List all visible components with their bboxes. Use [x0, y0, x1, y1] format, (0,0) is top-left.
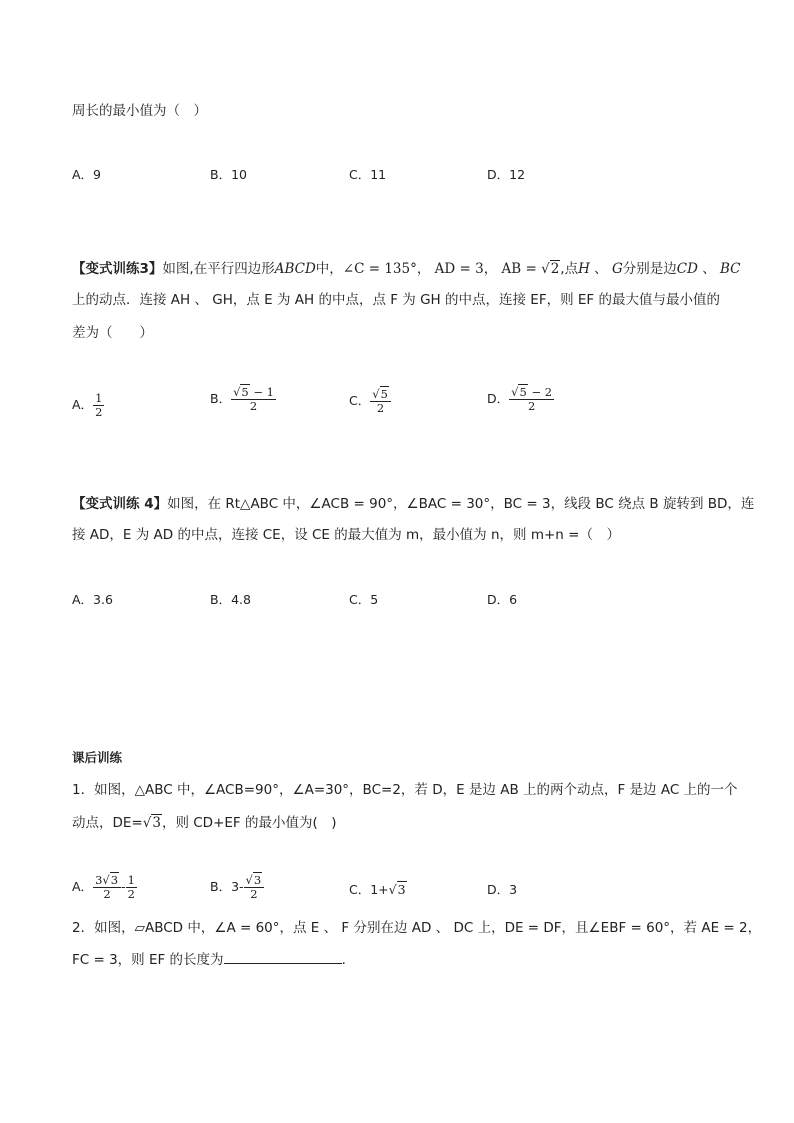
q3-sep1: 、: [594, 261, 608, 277]
q4-label: 【变式训练 4】: [72, 496, 168, 512]
hw-p1-text-b: ，则 CD+EF 的最小值为( ): [161, 815, 337, 831]
hw-p1-option-a-minus: -: [121, 879, 126, 894]
q3-bc: BC: [720, 261, 741, 277]
q3-line1: 【变式训练3】如图,在平行四边形ABCD中，∠C = 135°， AD = 3， AB = √2,点H 、 G分别是边CD 、 BC: [72, 261, 741, 277]
q3-option-d: [487, 386, 554, 413]
q4-option-d: D．6: [487, 592, 518, 607]
q3-option-b: [210, 386, 276, 413]
q3-option-d-frac: $\frac{√5 - 2}{2}$: [511, 385, 553, 413]
hw-p1-text-a: 动点，DE=: [72, 815, 143, 831]
q3-text-a: 如图,在平行四边形: [162, 261, 275, 277]
hw-p1-option-a: [72, 874, 137, 901]
hw-p2-text-b: ．: [341, 952, 356, 968]
q3-line2: 上的动点．连接 AH 、 GH，点 E 为 AH 的中点，点 F 为 GH 的中点，连接 EF，则 EF 的最大值与最小值的: [72, 292, 720, 308]
q3-label: 【变式训练3】: [72, 261, 163, 277]
hw-p1-option-a-label: A．: [72, 879, 94, 894]
q0-option-c: C．11: [349, 167, 387, 182]
q3-abcd: ABCD: [274, 261, 316, 277]
hw-p2-line1: 2．如图，▱ABCD 中，∠A = 60°，点 E 、 F 分别在边 AD 、 DC 上，DE = DF，且∠EBF = 60°，若 AE = 2，: [72, 920, 762, 936]
hw-p1-option-c: [349, 880, 407, 900]
q3-text-c: ,点: [560, 261, 579, 277]
hw-p1-option-d: D．3: [487, 882, 518, 897]
q4-line1: [72, 494, 754, 514]
q0-stem: 周长的最小值为（ ）: [72, 103, 207, 119]
hw-p1-sqrt: √3: [142, 815, 161, 831]
q3-g: G: [611, 261, 623, 277]
hw-p2-line2: [72, 949, 355, 970]
q3-ad: AD = 3: [434, 261, 484, 277]
q4-option-a: A．3.6: [72, 592, 113, 607]
q4-text1: 如图，在 Rt△ABC 中，∠ACB = 90°，∠BAC = 30°，BC = 3，线段 BC 绕点 B 旋转到 BD，连: [167, 496, 755, 512]
q0-option-d: D．12: [487, 167, 526, 182]
hw-p2-text-a: FC = 3，则 EF 的长度为: [72, 952, 224, 968]
q3-text-b: 中，: [315, 261, 343, 277]
q0-option-b: B．10: [210, 167, 247, 182]
hw-p1-option-b-frac: $\frac{√3}{2}$: [244, 874, 265, 901]
hw-p1-option-b-label: B．3-: [210, 879, 244, 894]
hw-p1-option-c-sqrt: √3: [388, 882, 406, 897]
q3-option-c-frac: $\frac{√5}{2}$: [370, 388, 391, 415]
hw-p1-option-a-frac1: $\frac{3√3}{2}$: [93, 874, 121, 901]
q3-sep2: 、: [702, 261, 716, 277]
q3-option-c-label: C．: [349, 393, 371, 408]
hw-p1-option-b: [210, 874, 264, 901]
hw-p1-option-c-label: C．1+: [349, 882, 389, 897]
q4-option-c: C．5: [349, 592, 379, 607]
q3-ab: AB =: [501, 261, 537, 277]
q3-option-d-label: D．: [487, 391, 510, 406]
q3-option-a: [72, 392, 104, 419]
q3-option-a-frac: $\frac{1}{2}$: [95, 391, 103, 419]
q3-option-b-label: B．: [210, 391, 232, 406]
q3-cd: CD: [676, 261, 698, 277]
q3-sqrt: √2: [541, 261, 560, 277]
q4-line2: 接 AD，E 为 AD 的中点，连接 CE，设 CE 的最大值为 m，最小值为 n，则 m+n =（ ）: [72, 527, 620, 543]
q3-option-b-frac: $\frac{√5 - 1}{2}$: [233, 385, 274, 413]
q3-option-c: [349, 388, 391, 415]
answer-blank[interactable]: [224, 949, 342, 964]
q3-option-a-label: A．: [72, 397, 94, 412]
q4-option-b: B．4.8: [210, 592, 251, 607]
q0-option-a: A．9: [72, 167, 102, 182]
q3-h: H: [578, 261, 590, 277]
q3-text-d: 分别是边: [622, 261, 677, 277]
q3-line3: 差为（ ）: [72, 325, 153, 341]
hw-p1-line2: [72, 813, 337, 833]
hw-title: 课后训练: [72, 750, 123, 765]
hw-p1-option-a-frac2: $\frac{1}{2}$: [127, 873, 135, 901]
q3-angle: ∠C = 135°: [342, 261, 417, 277]
hw-p1-line1: 1．如图，△ABC 中，∠ACB=90°，∠A=30°，BC=2，若 D，E 是边 AB 上的两个动点，F 是边 AC 上的一个: [72, 782, 738, 798]
